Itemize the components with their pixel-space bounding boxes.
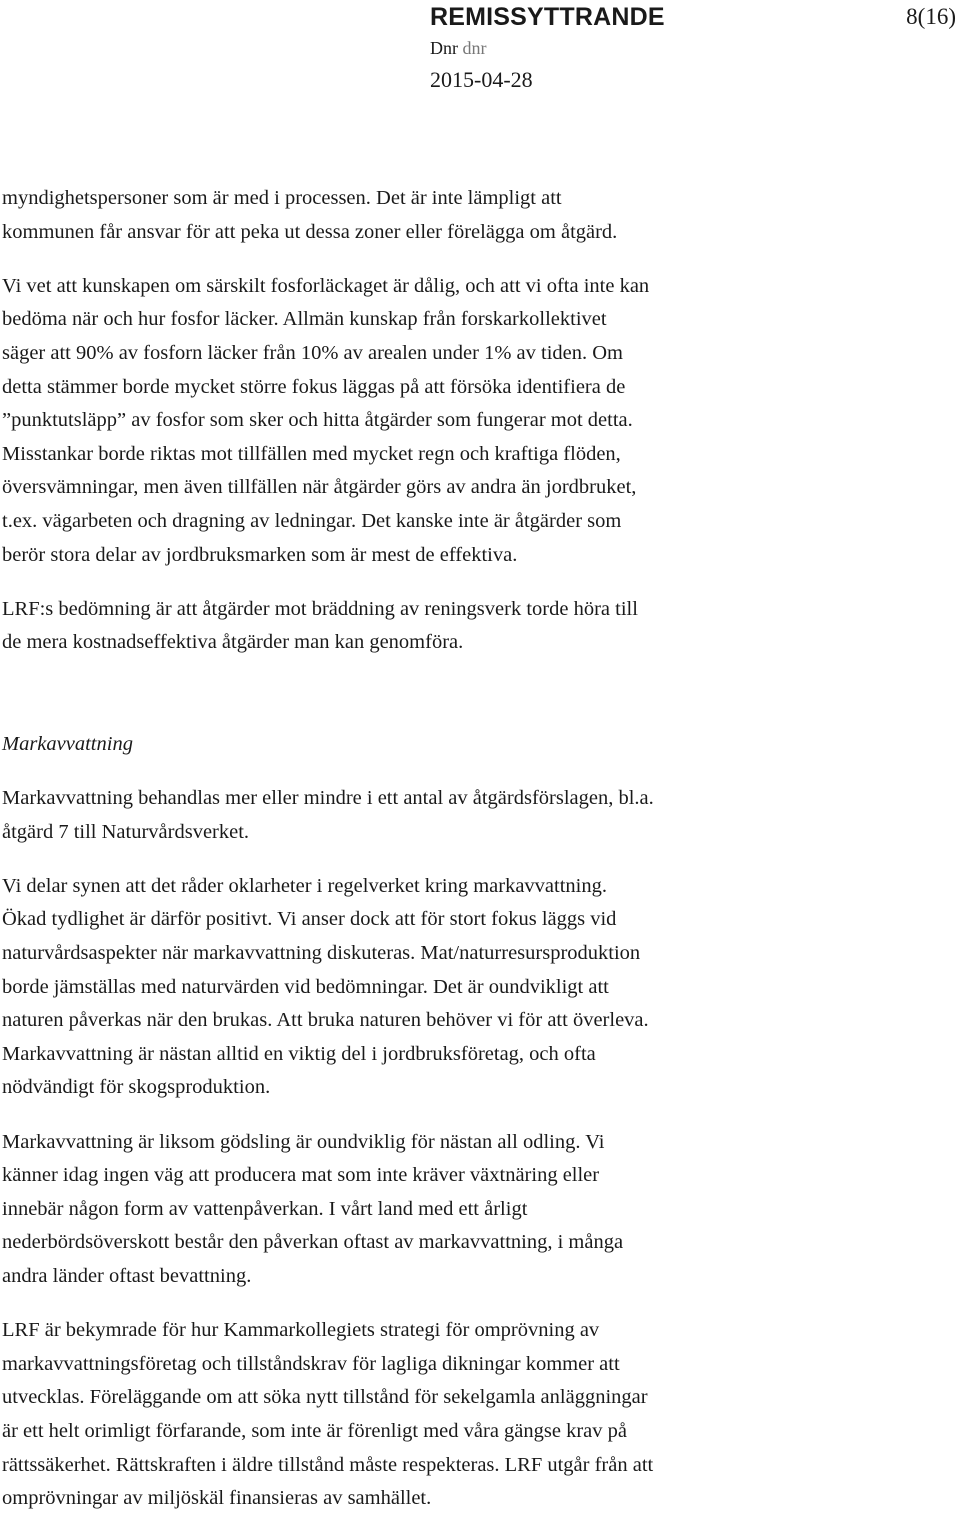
dnr-value: dnr — [462, 38, 487, 58]
text-line: borde jämställas med naturvärden vid bedömningar. Det är oundvikligt att — [2, 975, 609, 998]
text-line: åtgärd 7 till Naturvårdsverket. — [2, 820, 250, 843]
text-line: utvecklas. Föreläggande om att söka nytt tillstånd för sekelgamla anläggningar — [2, 1386, 648, 1409]
text-line: omprövningar av miljöskäl finansieras av samhället. — [2, 1487, 432, 1510]
text-line: säger att 90% av fosforn läcker från 10% av arealen under 1% av tiden. Om — [2, 341, 624, 364]
paragraph — [2, 182, 952, 249]
text-line: känner idag ingen väg att producera mat som inte kräver växtnäring eller — [2, 1164, 600, 1187]
document-body — [2, 182, 952, 1536]
text-line: nödvändigt för skogsproduktion. — [2, 1076, 271, 1099]
reference-number — [430, 36, 487, 60]
text-line: Ökad tydlighet är därför positivt. Vi anser dock att för stort fokus läggs vid — [2, 908, 617, 931]
text-line: Markavvattning är nästan alltid en viktig del i jordbruksföretag, och ofta — [2, 1042, 596, 1065]
paragraph — [2, 870, 952, 1105]
section-heading: Markavvattning — [2, 732, 133, 755]
text-line: t.ex. vägarbeten och dragning av ledningar. Det kanske inte är åtgärder som — [2, 509, 622, 532]
paragraph — [2, 593, 952, 660]
text-line: kommunen får ansvar för att peka ut dessa zoner eller förelägga om åtgärd. — [2, 220, 618, 243]
text-line: berör stora delar av jordbruksmarken som är mest de effektiva. — [2, 543, 518, 566]
dnr-label: Dnr — [430, 38, 458, 58]
text-line: LRF:s bedömning är att åtgärder mot bräddning av reningsverk torde höra till — [2, 597, 638, 620]
paragraph — [2, 782, 952, 849]
text-line: de mera kostnadseffektiva åtgärder man kan genomföra. — [2, 631, 464, 654]
text-line: innebär någon form av vattenpåverkan. I vårt land med ett årligt — [2, 1197, 528, 1220]
text-line: Markavvattning behandlas mer eller mindre i ett antal av åtgärdsförslagen, bl.a. — [2, 787, 654, 810]
text-line: nederbördsöverskott består den påverkan oftast av markavvattning, i många — [2, 1231, 624, 1254]
text-line: Vi vet att kunskapen om särskilt fosforläckaget är dålig, och att vi ofta inte kan — [2, 274, 650, 297]
text-line: detta stämmer borde mycket större fokus läggas på att försöka identifiera de — [2, 375, 626, 398]
text-line: Misstankar borde riktas mot tillfällen med mycket regn och kraftiga flöden, — [2, 442, 621, 465]
text-line: LRF är bekymrade för hur Kammarkollegiets strategi för omprövning av — [2, 1319, 600, 1342]
text-line: ”punktutsläpp” av fosfor som sker och hitta åtgärder som fungerar mot detta. — [2, 409, 633, 432]
paragraph — [2, 1126, 952, 1294]
text-line: naturvårdsaspekter när markavvattning diskuteras. Mat/naturresursproduktion — [2, 942, 641, 965]
page-number: 8(16) — [906, 4, 956, 29]
text-line: Vi delar synen att det råder oklarheter i regelverket kring markavvattning. — [2, 874, 607, 897]
paragraph — [2, 1314, 952, 1516]
document-date: 2015-04-28 — [430, 67, 533, 92]
paragraph — [2, 270, 952, 572]
text-line: naturen påverkas när den brukas. Att bruka naturen behöver vi för att överleva. — [2, 1009, 649, 1032]
text-line: översvämningar, men även tillfällen när åtgärder görs av andra än jordbruket, — [2, 476, 637, 499]
text-line: rättssäkerhet. Rättskraften i äldre tillstånd måste respekteras. LRF utgår från att — [2, 1453, 654, 1476]
text-line: andra länder oftast bevattning. — [2, 1265, 252, 1287]
text-line: markavvattningsföretag och tillståndskrav för lagliga dikningar kommer att — [2, 1352, 620, 1375]
text-line: Markavvattning är liksom gödsling är oundviklig för nästan all odling. Vi — [2, 1130, 605, 1153]
text-line: är ett helt orimligt förfarande, som inte är förenligt med våra gängse krav på — [2, 1419, 628, 1442]
document-type-title: REMISSYTTRANDE — [430, 3, 665, 31]
text-line: myndighetspersoner som är med i processen. Det är inte lämpligt att — [2, 187, 562, 209]
text-line: bedöma när och hur fosfor läcker. Allmän kunskap från forskarkollektivet — [2, 308, 607, 331]
